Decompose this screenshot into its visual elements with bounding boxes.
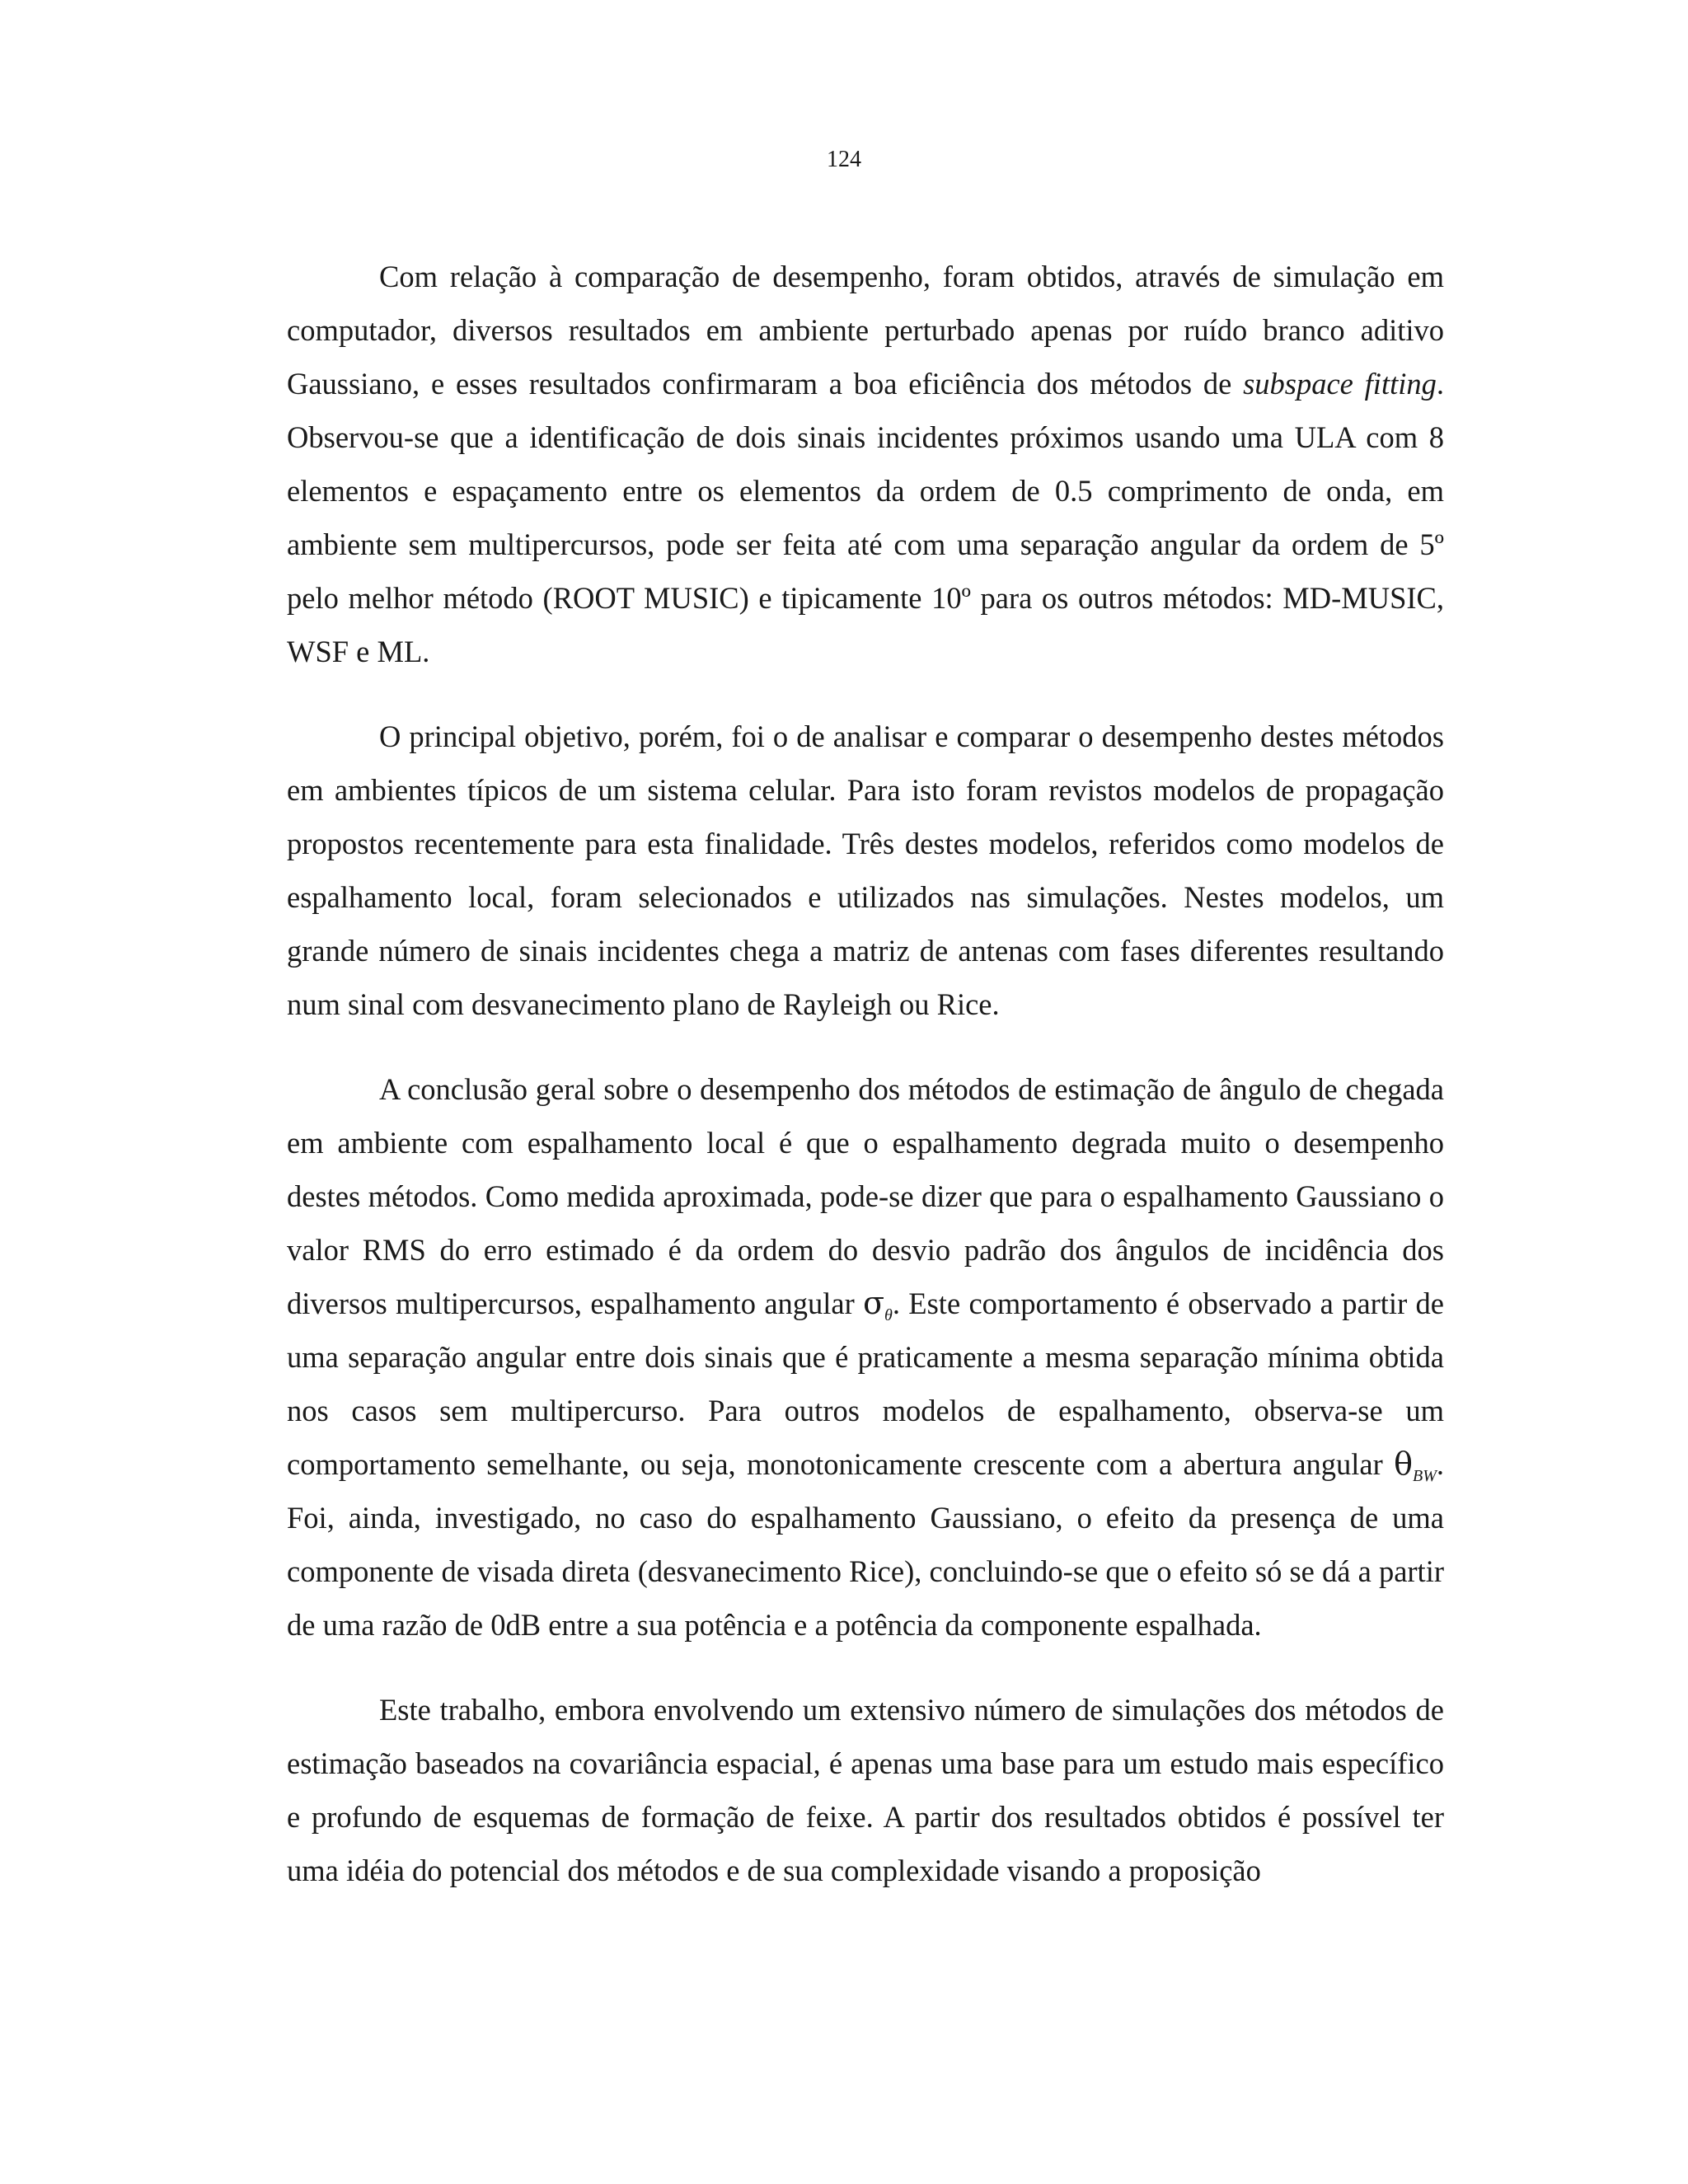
math-symbol: θ: [1394, 1446, 1413, 1482]
paragraph-performance-comparison: [287, 250, 1444, 678]
text-run: Este trabalho, embora envolvendo um extensivo número de simulações dos métodos de estimação baseados na covariância espacial, é apenas uma base para um estudo mais específico e profundo de esquemas de formação de feixe. A partir dos resultados obtidos é possível ter uma idéia do potencial dos métodos e de sua complexidade visando a proposição: [287, 1693, 1444, 1887]
paragraph-general-conclusion: [287, 1062, 1444, 1652]
math-subscript: BW: [1412, 1467, 1437, 1485]
text-run: Com relação à comparação de desempenho, foram obtidos, através de simulação em computador, diversos resultados em ambiente perturbado apenas por ruído branco aditivo Gaussiano, e esses resultados confirmaram a boa eficiência dos métodos de: [287, 260, 1444, 401]
math-theta-bw: [1394, 1446, 1437, 1485]
text-run: . Foi, ainda, investigado, no caso do espalhamento Gaussiano, o efeito da presença de uma componente de visada direta (desvanecimento Rice), concluindo-se que o efeito só se dá a partir de uma razão de 0dB entre a sua potência e a potência da componente espalhada.: [287, 1447, 1444, 1642]
math-symbol: σ: [863, 1285, 885, 1321]
paragraph-main-objective: [287, 710, 1444, 1031]
text-run: A conclusão geral sobre o desempenho dos métodos de estimação de ângulo de chegada em ambiente com espalhamento local é que o espalhamento degrada muito o desempenho destes métodos. Como medida aproximada, pode-se dizer que para o espalhamento Gaussiano o valor RMS do erro estimado é da ordem do desvio padrão dos ângulos de incidência dos diversos multipercursos, espalhamento angular: [287, 1072, 1444, 1320]
body-text: [287, 250, 1444, 1897]
math-sigma-theta: [863, 1285, 893, 1324]
italic-term-subspace-fitting: subspace fitting: [1243, 367, 1437, 401]
text-run: . Observou-se que a identificação de dois sinais incidentes próximos usando uma ULA com 8 elementos e espaçamento entre os elementos da ordem de 0.5 comprimento de onda, em ambiente sem multipercursos, pode ser feita até com uma separação angular da ordem de 5º pelo melhor método (ROOT MUSIC) e tipicamente 10º para os outros métodos: MD-MUSIC, WSF e ML.: [287, 367, 1444, 668]
math-subscript: θ: [884, 1306, 893, 1324]
text-run: O principal objetivo, porém, foi o de analisar e comparar o desempenho destes métodos em ambientes típicos de um sistema celular. Para isto foram revistos modelos de propagação propostos recentemente para esta finalidade. Três destes modelos, referidos como modelos de espalhamento local, foram selecionados e utilizados nas simulações. Nestes modelos, um grande número de sinais incidentes chega a matriz de antenas com fases diferentes resultando num sinal com desvanecimento plano de Rayleigh ou Rice.: [287, 719, 1444, 1021]
text-run: . Este comportamento é observado a partir de uma separação angular entre dois sinais que é praticamente a mesma separação mínima obtida nos casos sem multipercurso. Para outros modelos de espalhamento, observa-se um comportamento semelhante, ou seja, monotonicamente crescente com a abertura angular: [287, 1286, 1444, 1481]
page-number: 124: [827, 147, 861, 172]
paragraph-future-work: [287, 1683, 1444, 1897]
